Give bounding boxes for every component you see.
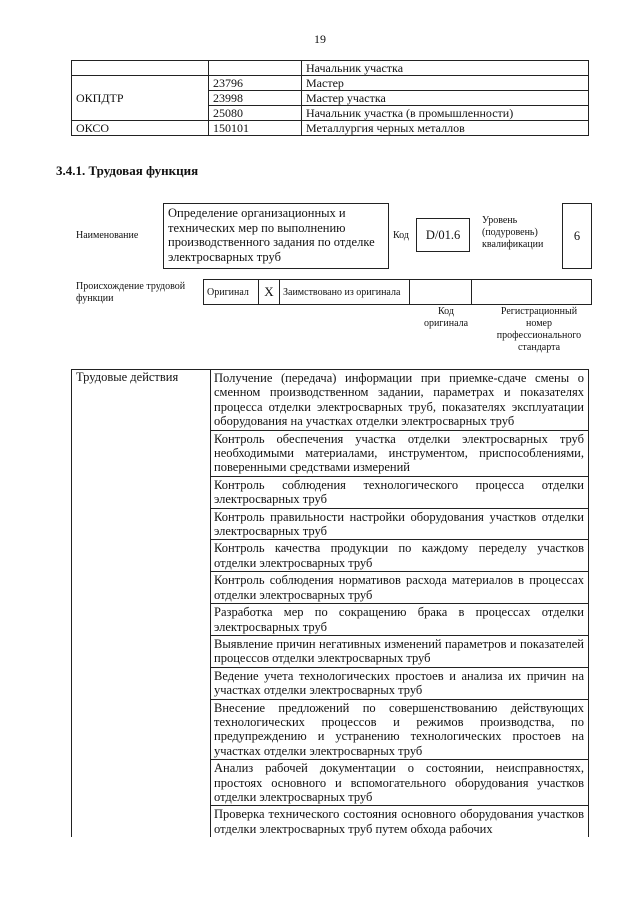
classifier-name: Мастер участка — [302, 91, 589, 106]
origin-label: Происхождение трудовой функции — [76, 281, 186, 304]
classifier-group: ОКПДТР — [72, 76, 209, 121]
section-heading: 3.4.1. Трудовая функция — [56, 163, 199, 178]
classifier-code: 23998 — [209, 91, 302, 106]
classifier-name: Металлургия черных металлов — [302, 121, 589, 136]
classifier-code: 150101 — [209, 121, 302, 136]
labor-action: Получение (передача) информации при приемке-сдаче смены о сменном производственном задании, параметрах и показателях процесса отделки электросварных труб, показателях эксплуатации оборудования на участках отделки электросварных труб — [211, 370, 589, 431]
registration-caption: Регистрационный номер профессионального стандарта — [496, 306, 582, 353]
function-code: D/01.6 — [416, 218, 470, 252]
labor-action: Выявление причин негативных изменений параметров и показателей процессов отделки электросварных труб — [211, 635, 589, 667]
labor-action: Разработка мер по сокращению брака в процессах отделки электросварных труб — [211, 604, 589, 636]
code-label: Код — [393, 230, 409, 241]
table-row — [72, 61, 589, 76]
name-label: Наименование — [76, 230, 139, 241]
classifier-name: Начальник участка — [302, 61, 589, 76]
labor-action: Внесение предложений по совершенствованию действующих технологических процессов и режимов производства, по предупреждению и устранению технологических простоев на участках отделки электросварных труб — [211, 699, 589, 760]
labor-action: Проверка технического состояния основного оборудования участков отделки электросварных труб путем обхода рабочих — [211, 806, 589, 837]
classifier-group: ОКСО — [72, 121, 209, 136]
classifier-name: Мастер — [302, 76, 589, 91]
classifier-code: 23796 — [209, 76, 302, 91]
labor-action: Контроль соблюдения нормативов расхода материалов в процессах отделки электросварных труб — [211, 572, 589, 604]
labor-action: Контроль соблюдения технологического процесса отделки электросварных труб — [211, 476, 589, 508]
labor-action: Контроль правильности настройки оборудования участков отделки электросварных труб — [211, 508, 589, 540]
classifier-code — [209, 61, 302, 76]
level-label: Уровень (подуровень) квалификации — [482, 215, 544, 250]
table-row — [72, 370, 589, 431]
classifier-code: 25080 — [209, 106, 302, 121]
original-code-cell — [410, 280, 472, 305]
function-name: Определение организационных и технических мер по выполнению производственного задания по отделке электросварных труб — [163, 203, 389, 269]
code-caption: Код оригинала — [423, 306, 469, 329]
table-row — [204, 280, 592, 305]
registration-number-cell — [472, 280, 592, 305]
labor-action: Контроль качества продукции по каждому переделу участков отделки электросварных труб — [211, 540, 589, 572]
classifier-group — [72, 61, 209, 76]
labor-actions-table — [71, 369, 589, 837]
labor-actions-header: Трудовые действия — [72, 370, 211, 838]
classifier-table — [71, 60, 589, 136]
labor-action: Анализ рабочей документации о состоянии, неисправностях, простоях основного и вспомогательного оборудования участков отделки электросварных труб — [211, 760, 589, 806]
classifier-name: Начальник участка (в промышленности) — [302, 106, 589, 121]
page-number: 19 — [314, 32, 326, 46]
original-cell: Оригинал — [204, 280, 259, 305]
borrowed-cell: Заимствовано из оригинала — [280, 280, 410, 305]
table-row — [72, 121, 589, 136]
original-mark: X — [259, 280, 280, 305]
qualification-level: 6 — [562, 203, 592, 269]
labor-action: Ведение учета технологических простоев и анализа их причин на участках отделки электросварных труб — [211, 667, 589, 699]
origin-table — [203, 279, 592, 305]
labor-action: Контроль обеспечения участка отделки электросварных труб необходимыми материалами, инструментом, приспособлениями, поверенными средствами измерений — [211, 430, 589, 476]
table-row — [72, 76, 589, 91]
